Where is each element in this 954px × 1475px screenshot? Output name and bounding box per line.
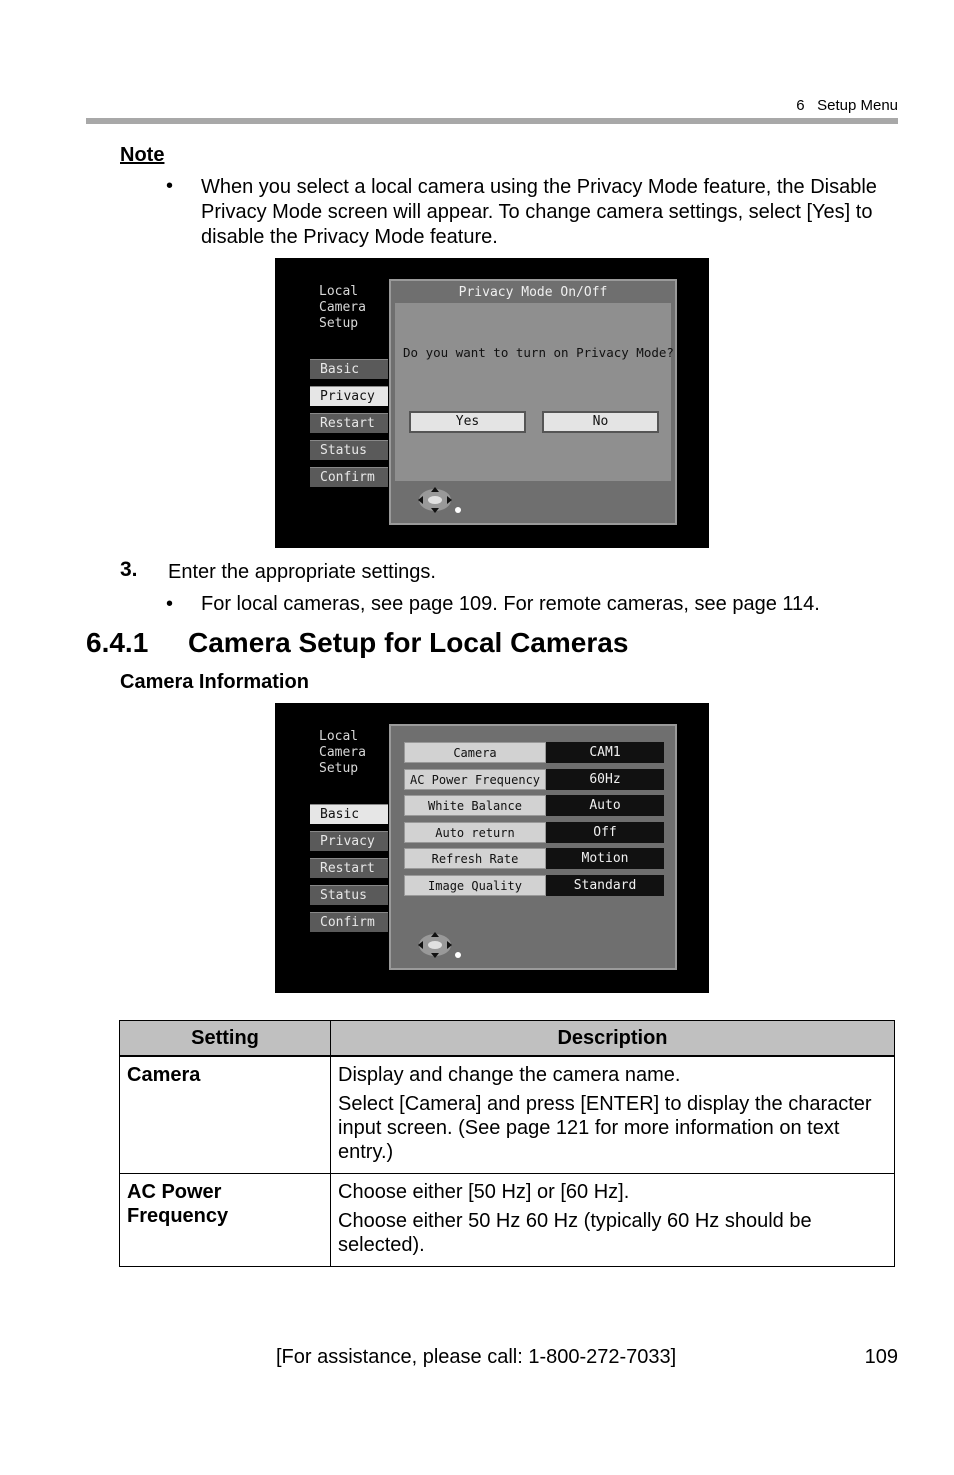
- description-line: Display and change the camera name.: [338, 1064, 681, 1086]
- dialog-panel: [389, 279, 677, 525]
- basic-settings-screenshot: [275, 703, 709, 993]
- setting-description: [331, 1174, 895, 1267]
- menu-item-confirm[interactable]: Confirm: [310, 467, 388, 487]
- setting-value: Auto: [546, 795, 664, 816]
- setting-value: CAM1: [546, 742, 664, 763]
- assistance-footer: [For assistance, please call: 1-800-272-7033]: [276, 1346, 677, 1368]
- setting-label[interactable]: Image Quality: [404, 875, 546, 896]
- settings-table: [119, 1020, 895, 1267]
- privacy-mode-screenshot: [275, 258, 709, 548]
- step-text: Enter the appropriate settings.: [168, 561, 436, 583]
- setting-name: AC Power Frequency: [120, 1174, 331, 1267]
- setting-label[interactable]: Auto return: [404, 822, 546, 843]
- description-line: Select [Camera] and press [ENTER] to display the character input screen. (See page 121 for more information on text entry.): [338, 1093, 872, 1163]
- side-title: Local Camera Setup: [319, 284, 366, 331]
- setting-description: [331, 1056, 895, 1174]
- setting-label[interactable]: AC Power Frequency: [404, 769, 546, 790]
- table-row: [120, 1056, 895, 1174]
- column-header: Setting: [120, 1021, 331, 1057]
- step-number: 3.: [120, 558, 138, 581]
- menu-item-basic[interactable]: Basic: [310, 359, 388, 379]
- note-title: Note: [120, 144, 165, 166]
- setting-name: Camera: [120, 1056, 331, 1174]
- running-header: 6 Setup Menu: [796, 97, 898, 114]
- menu-item-privacy[interactable]: Privacy: [310, 831, 388, 851]
- setting-value: 60Hz: [546, 769, 664, 790]
- setting-label[interactable]: White Balance: [404, 795, 546, 816]
- setting-value: Off: [546, 822, 664, 843]
- setting-value: Standard: [546, 875, 664, 896]
- menu-item-confirm[interactable]: Confirm: [310, 912, 388, 932]
- menu-item-privacy[interactable]: Privacy: [310, 386, 388, 406]
- note-text: When you select a local camera using the Privacy Mode feature, the Disable Privacy Mode screen will appear. To change camera settings, select [Yes] to disable the Privacy Mode feature.: [201, 176, 877, 248]
- section-title: Camera Setup for Local Cameras: [188, 627, 629, 658]
- description-line: Choose either 50 Hz 60 Hz (typically 60 Hz should be selected).: [338, 1210, 812, 1256]
- table-row: [120, 1174, 895, 1267]
- step-subtext: For local cameras, see page 109. For remote cameras, see page 114.: [201, 593, 820, 615]
- column-header: Description: [331, 1021, 895, 1057]
- no-button[interactable]: No: [542, 411, 659, 433]
- dpad-icon: [415, 486, 465, 518]
- settings-panel: [389, 724, 677, 970]
- section-number: 6.4.1: [86, 627, 149, 658]
- dialog-title: Privacy Mode On/Off: [458, 285, 608, 300]
- setting-label[interactable]: Camera: [404, 742, 546, 763]
- page-number: 109: [864, 1346, 898, 1368]
- header-rule: [86, 118, 898, 124]
- step-bullet: •: [166, 593, 174, 615]
- dialog-question: Do you want to turn on Privacy Mode?: [403, 345, 674, 360]
- menu-item-status[interactable]: Status: [310, 440, 388, 460]
- menu-item-status[interactable]: Status: [310, 885, 388, 905]
- dpad-icon: [415, 931, 465, 963]
- description-line: Choose either [50 Hz] or [60 Hz].: [338, 1181, 630, 1203]
- dialog-body: [395, 303, 674, 481]
- side-title: Local Camera Setup: [319, 729, 366, 776]
- menu-item-basic[interactable]: Basic: [310, 804, 388, 824]
- setting-value: Motion: [546, 848, 664, 869]
- menu-item-restart[interactable]: Restart: [310, 858, 388, 878]
- note-bullet: •: [166, 175, 174, 197]
- yes-button[interactable]: Yes: [409, 411, 526, 433]
- subheading: Camera Information: [120, 671, 309, 693]
- setting-label[interactable]: Refresh Rate: [404, 848, 546, 869]
- menu-item-restart[interactable]: Restart: [310, 413, 388, 433]
